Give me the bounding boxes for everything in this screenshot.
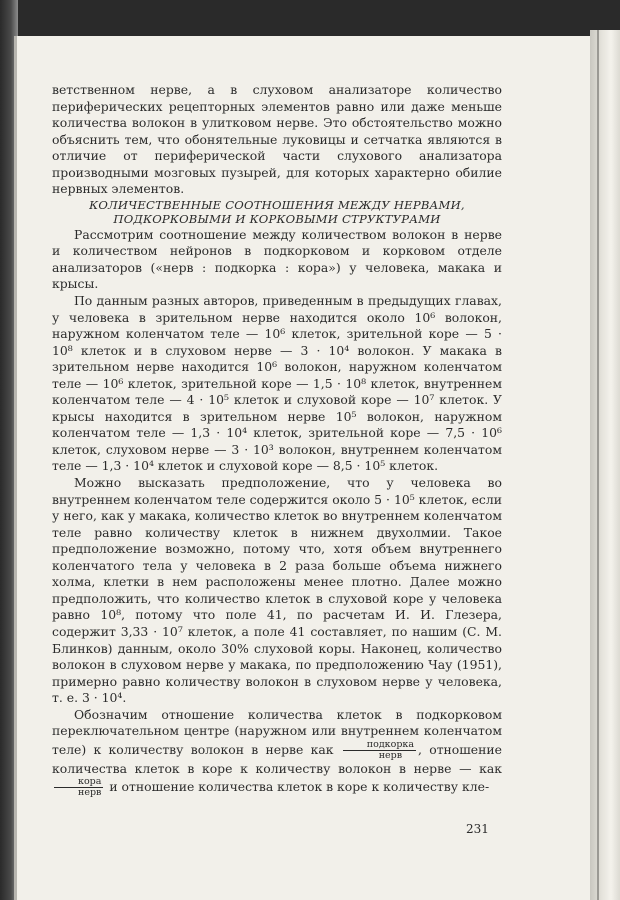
fraction-denominator: нерв bbox=[378, 749, 403, 761]
fraction-cortex-nerve bbox=[54, 777, 103, 798]
page-number: 231 bbox=[466, 822, 489, 836]
section-heading: КОЛИЧЕСТВЕННЫЕ СООТНОШЕНИЯ МЕЖДУ НЕРВАМИ, ПОДКОРКОВЫМИ И КОРКОВЫМИ СТРУКТУРАМИ bbox=[89, 197, 465, 227]
fraction-subcortex-nerve bbox=[343, 740, 416, 761]
book-spine bbox=[590, 30, 620, 900]
page-text bbox=[52, 82, 502, 798]
paragraph-intro: Рассмотрим соотношение между количеством волокон в нерве и количеством нейронов в подкорковом и корковом отделе анализаторов («нерв : подкорка : кора») у человека, макака и крысы. bbox=[52, 226, 502, 292]
fraction-numerator: кора bbox=[54, 777, 103, 788]
scanner-top-edge bbox=[0, 0, 620, 38]
ratio-text-c: и отношение количества клеток в коре к количеству кле- bbox=[109, 779, 490, 795]
fraction-denominator: нерв bbox=[78, 787, 102, 799]
spine-fold-line bbox=[597, 30, 599, 900]
fraction-numerator: подкорка bbox=[343, 740, 416, 751]
paragraph-ratios bbox=[52, 707, 502, 799]
ratio-text-b: , отношение количества клеток в коре к количеству волокон в нерве — как bbox=[52, 741, 502, 776]
paragraph-continuation: ветственном нерве, а в слуховом анализаторе количество периферических рецепторных элементов равно или даже меньше количества волокон в улитковом нерве. Это обстоятельство можно объяснить тем, что обонятельные луковицы и сетчатка являются в отличие от периферической части слухового анализатора производными мозговых пузырей, для которых характерно обилие нервных элементов. bbox=[52, 82, 502, 197]
paragraph-hypothesis: Можно высказать предположение, что у человека во внутреннем коленчатом теле содержится около 5 · 10⁵ клеток, если у него, как у макака, количество клеток во внутреннем коленчатом теле равно количеству клеток в нижнем двухолмии. Такое предположение возможно, потому что, хотя объем внутреннего коленчатого тела у человека в 2 раза больше объема нижнего холма, клетки в нем расположены менее плотно. Далее можно предположить, что количество клеток в слуховой коре у человека равно 10⁸, потому что поле 41, по расчетам И. И. Глезера, содержит 3,33 · 10⁷ клеток, а поле 41 составляет, по нашим (С. М. Блинков) данным, около 30% слуховой коры. Наконец, количество волокон в слуховом нерве у макака, по предположению Чау (1951), примерно равно количеству волокон в слуховом нерве у человека, т. е. 3 · 10⁴. bbox=[52, 475, 502, 706]
ratio-text-a: Обозначим отношение количества клеток в подкорковом переключательном центре (наружном или внутреннем коленчатом теле) к количеству волокон в нерве как bbox=[52, 706, 502, 757]
paragraph-data: По данным разных авторов, приведенным в предыдущих главах, у человека в зрительном нерве находится около 10⁶ волокон, наружном коленчатом теле — 10⁶ клеток, зрительной коре — 5 · 10⁸ клеток и в слуховом нерве — 3 · 10⁴ волокон. У макака в зрительном нерве находится 10⁶ волокон, наружном коленчатом теле — 10⁶ клеток, зрительной коре — 1,5 · 10⁸ клеток, внутреннем коленчатом теле — 4 · 10⁵ клеток и слуховой коре — 10⁷ клеток. У крысы находится в зрительном нерве 10⁵ волокон, наружном коленчатом теле — 1,3 · 10⁴ клеток, зрительной коре — 7,5 · 10⁶ клеток, слуховом нерве — 3 · 10³ волокон, внутреннем коленчатом теле — 1,3 · 10⁴ клеток и слуховой коре — 8,5 · 10⁵ клеток. bbox=[52, 293, 502, 474]
